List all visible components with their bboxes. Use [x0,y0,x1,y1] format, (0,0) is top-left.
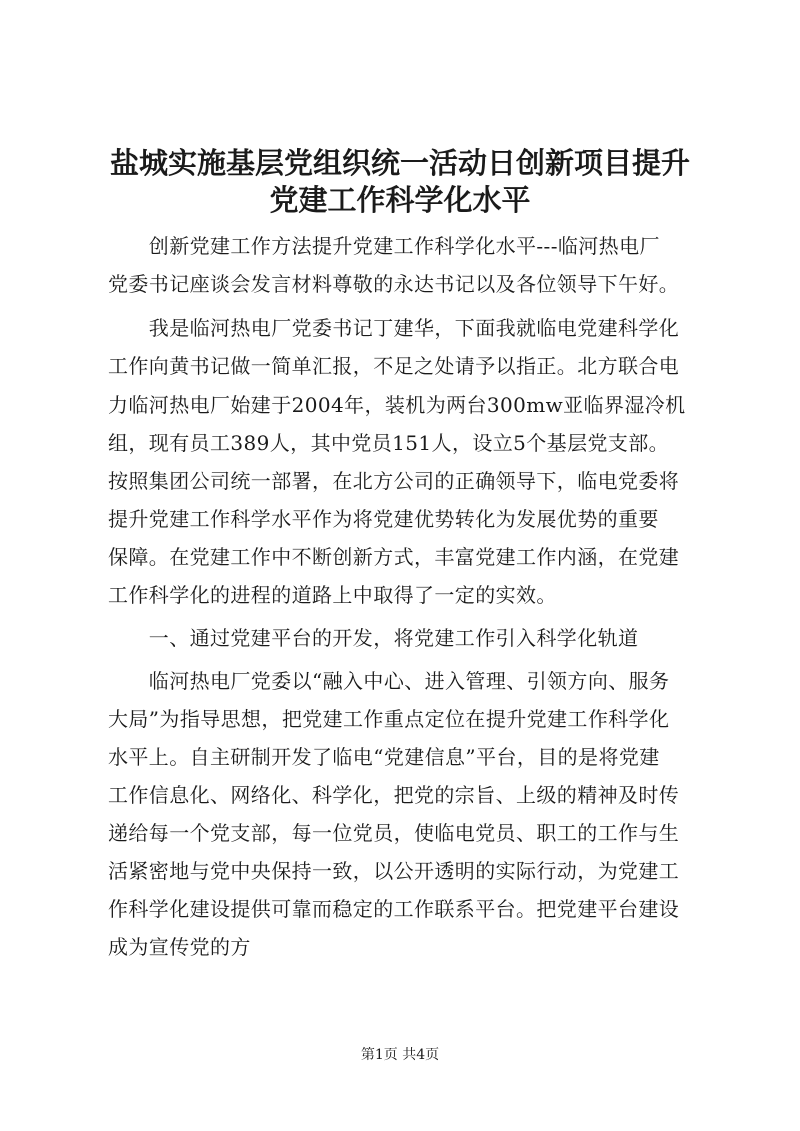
body-line: 创新党建工作方法提升党建工作科学化水平---临河热电厂 [108,234,660,258]
body-line: 作科学化建设提供可靠而稳定的工作联系平台。把党建平台建设 [108,897,680,921]
body-line: 活紧密地与党中央保持一致，以公开透明的实际行动，为党建工 [108,859,680,883]
body-line: 力临河热电厂始建于2004年，装机为两台300mw亚临界湿冷机 [108,393,686,417]
body-line: 组，现有员工389人，其中党员151人，设立5个基层党支部。 [108,431,670,455]
body-line: 保障。在党建工作中不断创新方式，丰富党建工作内涵，在党建 [108,545,680,569]
section-heading: 一、通过党建平台的开发，将党建工作引入科学化轨道 [108,626,639,650]
body-line: 党委书记座谈会发言材料尊敬的永达书记以及各位领导下午好。 [108,272,680,296]
body-line: 工作信息化、网络化、科学化，把党的宗旨、上级的精神及时传 [108,783,680,807]
document-title-line-2: 党建工作科学化水平 [269,183,531,217]
page-footer: 第1页 共4页 [360,1047,440,1063]
body-line: 成为宣传党的方 [108,935,251,959]
body-line: 临河热电厂党委以“融入中心、进入管理、引领方向、服务 [108,669,670,693]
body-line: 大局”为指导思想，把党建工作重点定位在提升党建工作科学化 [108,707,670,731]
body-line: 递给每一个党支部，每一位党员，使临电党员、职工的工作与生 [108,821,680,845]
body-line: 我是临河热电厂党委书记丁建华，下面我就临电党建科学化 [108,316,680,340]
body-line: 提升党建工作科学水平作为将党建优势转化为发展优势的重要 [108,507,659,531]
document-title-line-1: 盐城实施基层党组织统一活动日创新项目提升 [109,146,690,180]
body-line: 按照集团公司统一部署，在北方公司的正确领导下，临电党委将 [108,469,680,493]
body-line: 工作向黄书记做一简单汇报，不足之处请予以指正。北方联合电 [108,354,680,378]
body-line: 水平上。自主研制开发了临电“党建信息”平台，目的是将党建 [108,745,660,769]
body-line: 工作科学化的进程的道路上中取得了一定的实效。 [108,583,557,607]
